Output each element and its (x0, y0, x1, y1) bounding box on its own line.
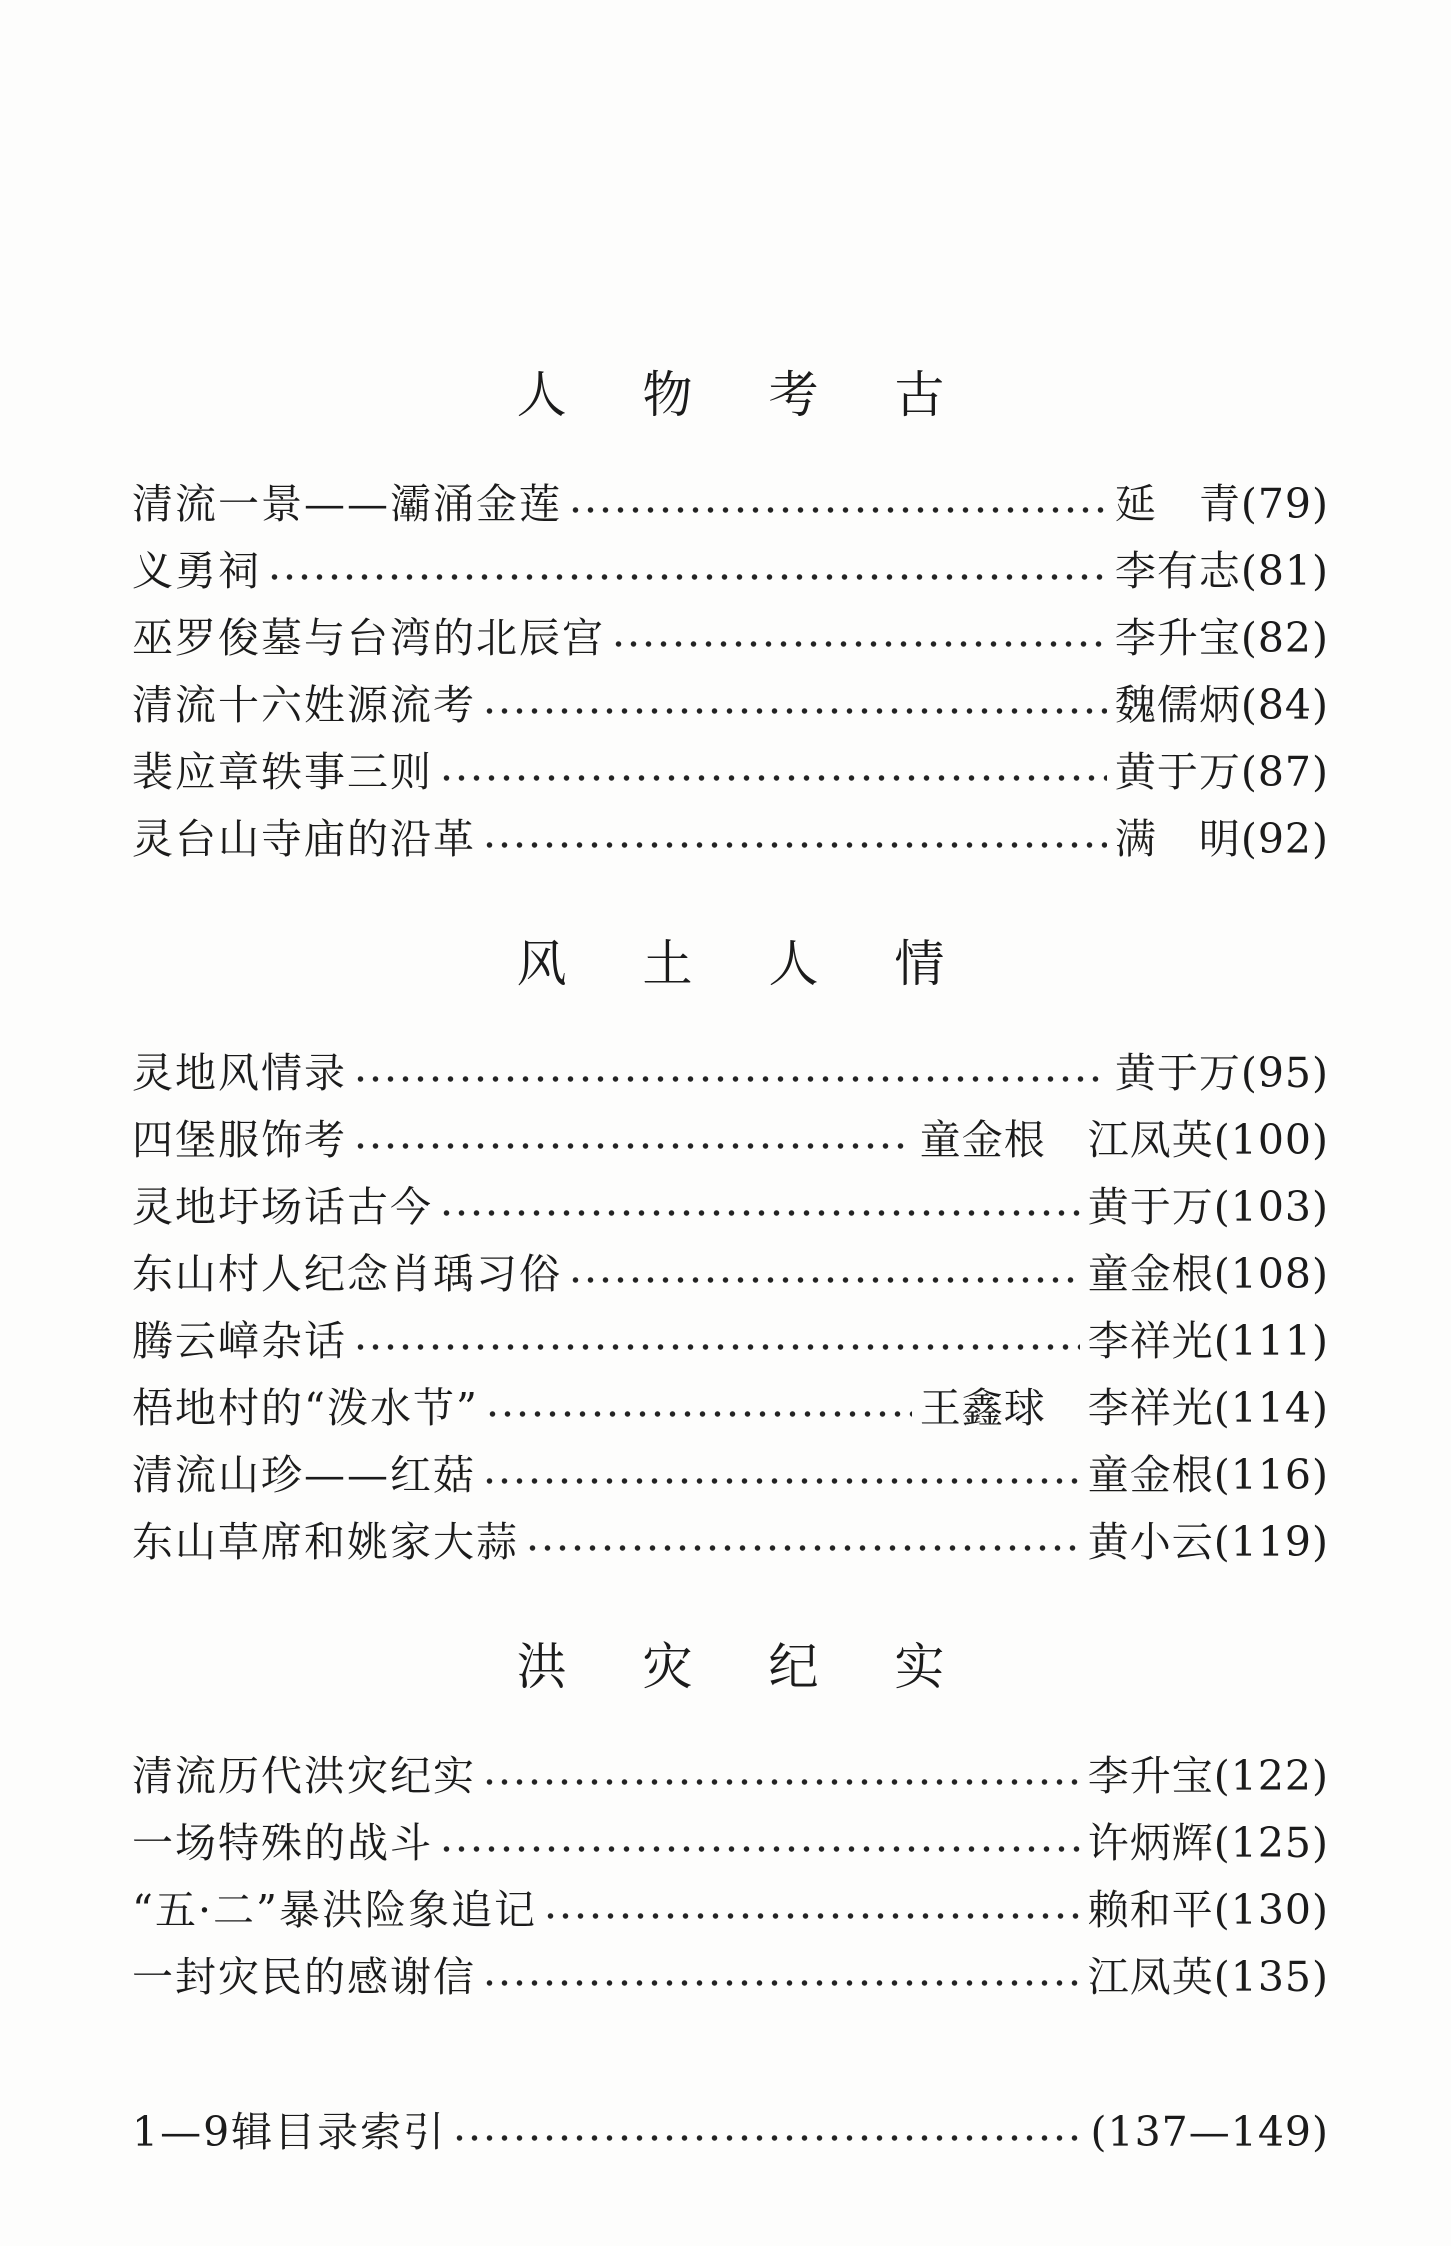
section-title: 风 土 人 情 (516, 935, 975, 993)
entry-title: 四堡服饰考 (132, 1116, 347, 1164)
entry-title: 梧地村的“泼水节” (132, 1384, 479, 1432)
entry-author-page: 李有志(81) (1114, 547, 1329, 595)
entry-author-page: 许炳辉(125) (1087, 1819, 1329, 1867)
toc-entry-row (132, 1174, 1329, 1241)
entry-title: 腾云嶂杂话 (132, 1317, 347, 1365)
toc-entry-row (132, 1308, 1329, 1375)
entry-title: 东山村人纪念肖瑀习俗 (132, 1250, 562, 1298)
entry-author-page: 黄小云(119) (1087, 1518, 1329, 1566)
dot-leader (611, 605, 1107, 672)
dot-leader (439, 1174, 1080, 1241)
dot-leader (482, 806, 1107, 873)
entry-title: 义勇祠 (132, 547, 261, 595)
dot-leader (452, 2099, 1082, 2166)
entry-title: 灵地圩场话古今 (132, 1183, 433, 1231)
toc-entry-row (132, 1241, 1329, 1308)
toc-entry-row (132, 1375, 1329, 1442)
entry-author-page: 延 青(79) (1114, 480, 1329, 528)
entry-title: 裴应章轶事三则 (132, 748, 433, 796)
toc-entry-row (132, 672, 1329, 739)
dot-leader (525, 1509, 1080, 1576)
dot-leader (568, 471, 1107, 538)
toc-entry-row (132, 806, 1329, 873)
entry-title: 灵台山寺庙的沿革 (132, 815, 476, 863)
entry-title: 清流十六姓源流考 (132, 681, 476, 729)
section-title: 洪 灾 纪 实 (516, 1638, 975, 1696)
toc-entry-row (132, 1107, 1329, 1174)
dot-leader (439, 739, 1107, 806)
toc-sections (132, 368, 1329, 2011)
section-title: 人 物 考 古 (516, 366, 975, 424)
dot-leader (482, 1442, 1080, 1509)
entry-title: 灵地风情录 (132, 1049, 347, 1097)
entry-author-page: 江凤英(135) (1087, 1953, 1329, 2001)
entry-title: 清流一景——灞涌金莲 (132, 480, 562, 528)
toc-entry-row (132, 1944, 1329, 2011)
toc-entry-row (132, 1442, 1329, 1509)
entry-title: “五·二”暴洪险象追记 (132, 1886, 537, 1934)
toc-entry-row (132, 1877, 1329, 1944)
entry-author-page: 黄于万(103) (1087, 1183, 1329, 1231)
toc-entry-row (132, 538, 1329, 605)
index-entry-title: 1—9辑目录索引 (132, 2108, 447, 2156)
dot-leader (568, 1241, 1080, 1308)
entry-author-page: 黄于万(95) (1114, 1049, 1329, 1097)
toc-entry-row (132, 1040, 1329, 1107)
index-entry-row (132, 2099, 1329, 2166)
toc-entry-row (132, 471, 1329, 538)
entry-author-page: 童金根(108) (1087, 1250, 1329, 1298)
dot-leader (482, 672, 1107, 739)
dot-leader (267, 538, 1107, 605)
entry-author-page: 李升宝(82) (1114, 614, 1329, 662)
dot-leader (439, 1810, 1080, 1877)
entry-title: 清流历代洪灾纪实 (132, 1752, 476, 1800)
dot-leader (543, 1877, 1080, 1944)
toc-entry-row (132, 1509, 1329, 1576)
dot-leader (353, 1040, 1107, 1107)
dot-leader (482, 1944, 1080, 2011)
entry-author-page: 李祥光(111) (1087, 1317, 1329, 1365)
entry-author-page: 童金根 江凤英(100) (919, 1116, 1329, 1164)
dot-leader (353, 1308, 1080, 1375)
dot-leader (353, 1107, 912, 1174)
entry-title: 巫罗俊墓与台湾的北辰宫 (132, 614, 605, 662)
index-entry-page: (137—149) (1090, 2108, 1329, 2156)
toc-entry-row (132, 605, 1329, 672)
entry-author-page: 王鑫球 李祥光(114) (919, 1384, 1329, 1432)
entry-title: 一场特殊的战斗 (132, 1819, 433, 1867)
entry-title: 东山草席和姚家大蒜 (132, 1518, 519, 1566)
entry-author-page: 童金根(116) (1087, 1451, 1329, 1499)
toc-entry-row (132, 1743, 1329, 1810)
entry-author-page: 满 明(92) (1114, 815, 1329, 863)
entry-title: 清流山珍——红菇 (132, 1451, 476, 1499)
entry-author-page: 魏儒炳(84) (1114, 681, 1329, 729)
entry-author-page: 赖和平(130) (1087, 1886, 1329, 1934)
dot-leader (485, 1375, 912, 1442)
entry-author-page: 黄于万(87) (1114, 748, 1329, 796)
entry-title: 一封灾民的感谢信 (132, 1953, 476, 2001)
toc-entry-row (132, 739, 1329, 806)
dot-leader (482, 1743, 1080, 1810)
toc-entry-row (132, 1810, 1329, 1877)
entry-author-page: 李升宝(122) (1087, 1752, 1329, 1800)
